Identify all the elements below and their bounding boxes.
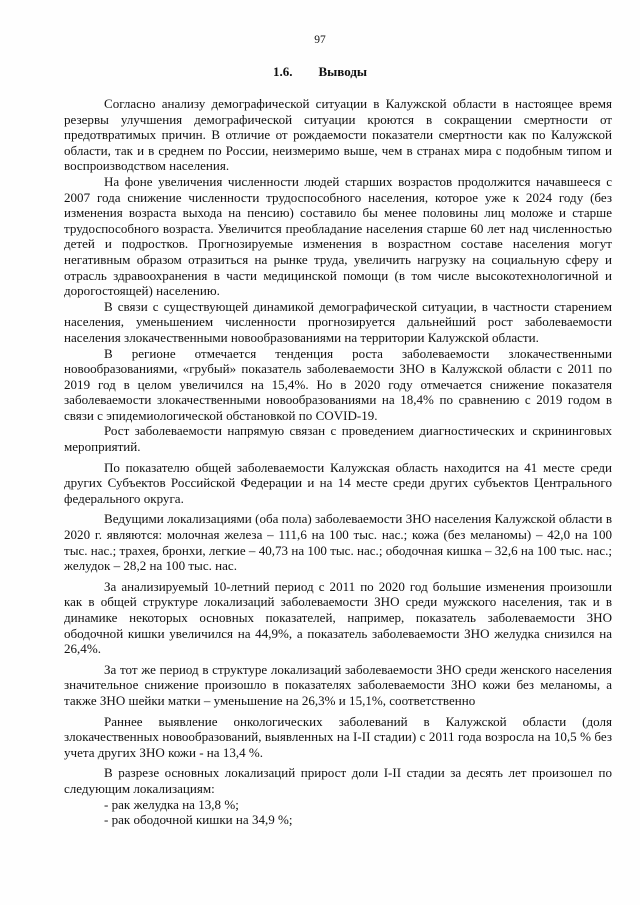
paragraph-demographic-situation: Согласно анализу демографической ситуации в Калужской области в настоящее время резервы улучшения демографической ситуации кроются в сокращении смертности от предотвратимых причин. В отличие от рождаемости показатели смертности как по Калужской области, так и в среднем по России, неизмеримо выше, чем в странах мира с подобным типом и воспроизводством населения.	[64, 96, 612, 174]
paragraph-incidence-trend: В регионе отмечается тенденция роста заболеваемости злокачественными новообразованиями, «грубый» показатель заболеваемости ЗНО в Калужской области с 2011 по 2019 год в целом увеличился на 15,4%. Но в 2020 году отмечается снижение показателя заболеваемости злокачественными новообразованиями на 18,4% по сравнению с 2019 годом в связи с эпидемиологической обстановкой по COVID-19.	[64, 345, 612, 423]
paragraph-leading-localizations: Ведущими локализациями (оба пола) заболеваемости ЗНО населения Калужской области в 2020 г. являются: молочная железа – 111,6 на 100 тыс. нас.; кожа (без меланомы) – 42,0 на 100 тыс. нас.; трахея, бронхи, легкие – 40,73 на 100 тыс. нас.; ободочная кишка – 32,6 на 100 тыс. нас.; желудок – 28,2 на 100 тыс. нас.	[64, 511, 612, 574]
paragraph-male-trends: За анализируемый 10-летний период с 2011 по 2020 год большие изменения произошли как в общей структуре локализаций заболеваемости ЗНО среди мужского населения, так и в динамике некоторых основных показателей, например, показатель заболеваемости ЗНО ободочной кишки увеличился на 44,9%, а показатель заболеваемости ЗНО желудка снизился на 26,4%.	[64, 578, 612, 657]
paragraph-early-detection: Раннее выявление онкологических заболеваний в Калужской области (доля злокачественных новообразований, выявленных на I-II стадии) с 2011 года возросла на 10,5 % без учета других ЗНО кожи - на 13,4 %.	[64, 713, 612, 760]
paragraph-female-trends: За тот же период в структуре локализаций заболеваемости ЗНО среди женского населения значительное снижение произошло в показателях заболеваемости ЗНО кожи без меланомы, а также ЗНО шейки матки – уменьшение на 26,3% и 15,1%, соответственно	[64, 661, 612, 708]
paragraph-aging-population: На фоне увеличения численности людей старших возрастов продолжится начавшееся с 2007 года снижение численности трудоспособного населения, которое уже к 2024 году (без изменения возраста выхода на пенсию) составило бы менее половины лиц моложе и старше трудоспособного возраста. Увеличится преобладание населения старше 60 лет над численностью детей и подростков. Прогнозируемые изменения в возрастном составе населения могут негативным образом отразиться на рынке труда, увеличить нагрузку на социальную сферу и отрасль здравоохранения в части медицинской помощи (в том числе высокотехнологичной и дорогостоящей) населению.	[64, 173, 612, 299]
page-number: 97	[314, 34, 326, 46]
paragraph-incidence-forecast: В связи с существующей динамикой демографической ситуации, в частности старением населения, уменьшением численности прогнозируется дальнейший рост заболеваемости населения злокачественными новообразованиями на территории Калужской области.	[64, 298, 612, 345]
document-body	[64, 96, 612, 828]
paragraph-screening: Рост заболеваемости напрямую связан с проведением диагностических и скрининговых мероприятий.	[64, 423, 612, 455]
section-heading	[0, 64, 640, 80]
list-item-colon-cancer: - рак ободочной кишки на 34,9 %;	[104, 812, 293, 828]
paragraph-region-ranking: По показателю общей заболеваемости Калужская область находится на 41 месте среди других Субъектов Российской Федерации и на 14 месте среди других субъектов Центрального федерального округа.	[64, 459, 612, 506]
section-title: Выводы	[318, 64, 368, 79]
list-item-stomach-cancer: - рак желудка на 13,8 %;	[104, 796, 239, 812]
section-number: 1.6.	[272, 64, 293, 79]
paragraph-stage-growth-intro: В разрезе основных локализаций прирост доли I-II стадии за десять лет произошел по следующим локализациям:	[64, 765, 612, 796]
